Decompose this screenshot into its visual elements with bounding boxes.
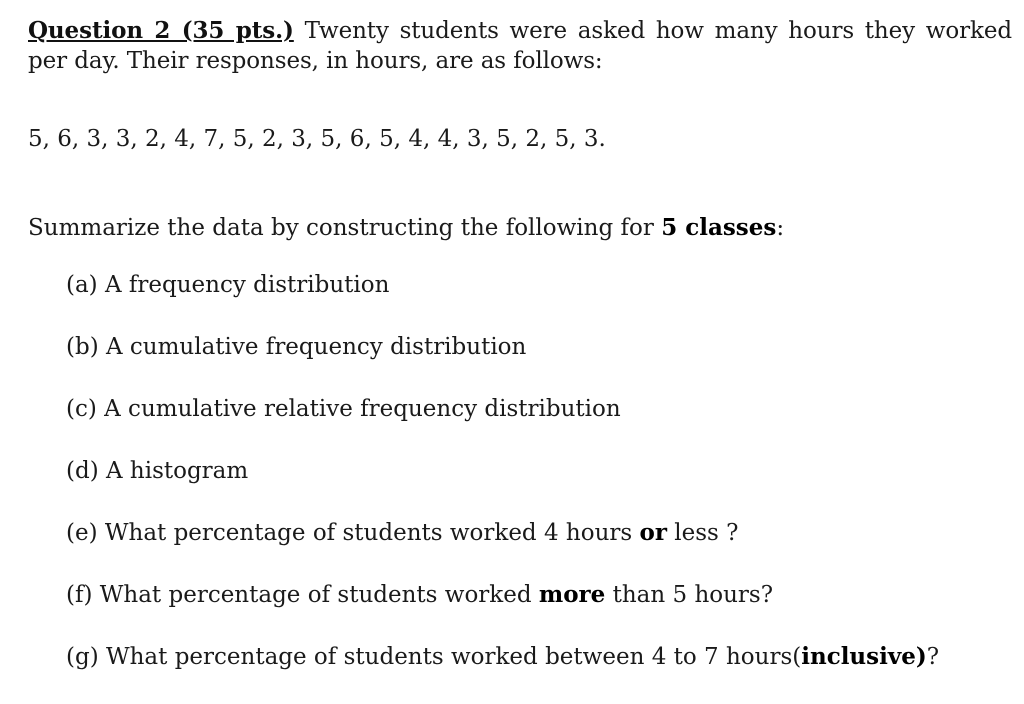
summary-bold: 5 classes — [661, 214, 777, 241]
task-f-after: than 5 hours? — [605, 582, 774, 608]
question-intro — [28, 16, 1012, 76]
task-item-e — [66, 518, 939, 580]
task-e-text: (e) What percentage of students worked 4 hours — [66, 520, 640, 546]
task-e-after: less ? — [666, 520, 739, 546]
data-values: 5, 6, 3, 3, 2, 4, 7, 5, 2, 3, 5, 6, 5, 4, 4, 3, 5, 2, 5, 3. — [28, 126, 606, 152]
task-item-d — [66, 456, 939, 518]
task-a-text: (a) A frequency distribution — [66, 272, 390, 298]
task-g-text: (g) What percentage of students worked between 4 to 7 hours( — [66, 644, 802, 670]
task-g-after: ? — [926, 644, 940, 670]
task-f-bold: more — [538, 581, 606, 608]
question-intro-text: Twenty students were asked how many hours they worked per day. Their responses, in hours, are as follows: — [28, 18, 1012, 74]
task-item-b — [66, 332, 939, 394]
summary-text: Summarize the data by constructing the following for — [28, 215, 662, 241]
task-item-a — [66, 270, 939, 332]
question-document — [28, 16, 1012, 670]
task-f-text: (f) What percentage of students worked — [66, 582, 539, 608]
task-e-bold: or — [639, 519, 667, 546]
task-item-c — [66, 394, 939, 456]
task-g-bold: inclusive) — [801, 643, 927, 670]
summary-colon: : — [776, 215, 785, 241]
question-label: Question 2 (35 pts.) — [28, 17, 294, 44]
task-d-text: (d) A histogram — [66, 458, 249, 484]
task-list — [66, 270, 939, 704]
task-b-text: (b) A cumulative frequency distribution — [66, 334, 527, 360]
task-item-f — [66, 580, 939, 642]
task-item-g — [66, 642, 939, 704]
task-c-text: (c) A cumulative relative frequency distribution — [66, 396, 621, 422]
summary-instruction — [28, 213, 784, 243]
